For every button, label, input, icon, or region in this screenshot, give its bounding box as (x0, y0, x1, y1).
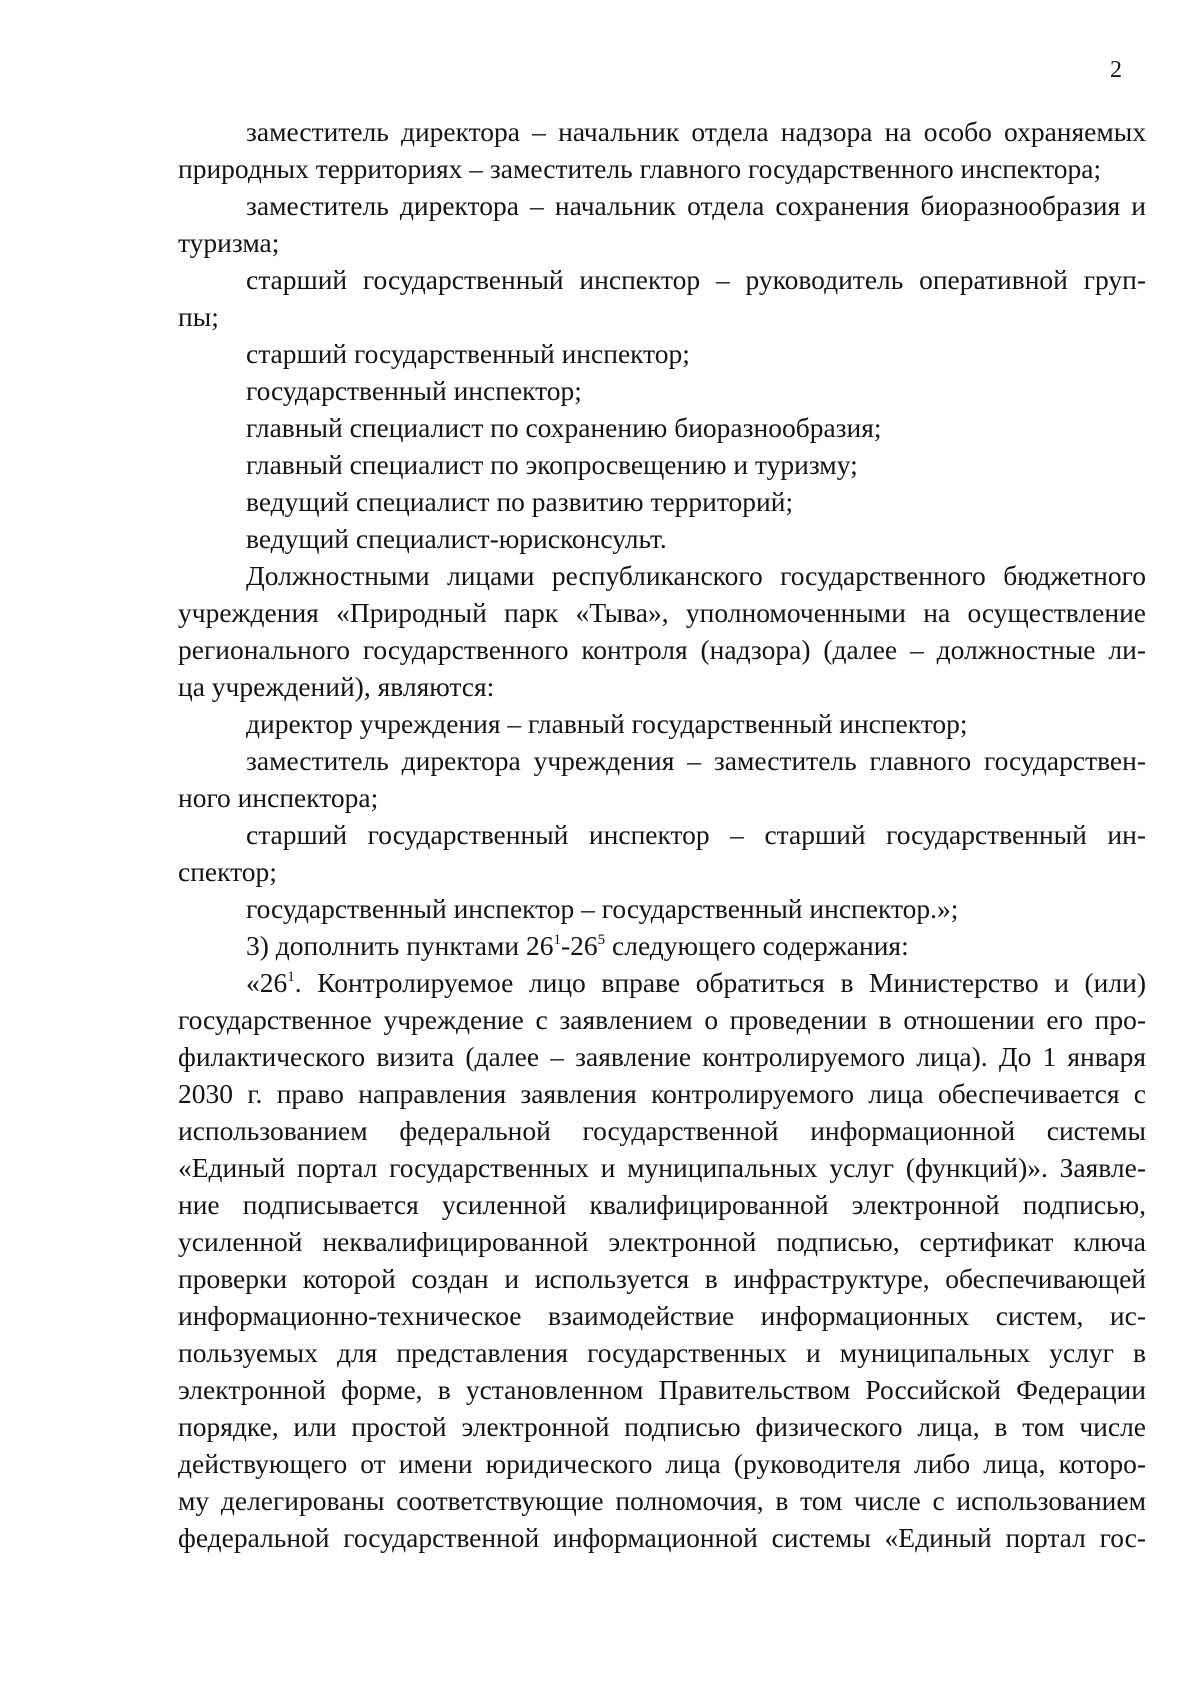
text-line: туризма; (178, 227, 280, 258)
item-3-text: -26 (560, 930, 598, 961)
text-line: ного инспектора; (178, 782, 379, 813)
text-line: главный специалист по экопросвещению и туризму; (246, 449, 858, 480)
text-line: регионального государственного контроля (надзора) (далее – должностные ли- (178, 634, 1146, 665)
text-line: действующего от имени юридического лица (руководителя либо лица, которо- (178, 1448, 1146, 1479)
text-line: проверки которой создан и используется в инфраструктуре, обеспечивающей (178, 1263, 1146, 1294)
text-line: «Единый портал государственных и муниципальных услуг (функций)». Заявле- (178, 1152, 1146, 1183)
text-line: учреждения «Природный парк «Тыва», уполномоченными на осуществление (178, 597, 1146, 628)
item-26-1-text: . Контролируемое лицо вправе обратиться в Министерство и (или) (294, 967, 1146, 998)
item-3-text: следующего содержания: (605, 930, 909, 961)
text-line: государственный инспектор – государственный инспектор.»; (246, 893, 959, 924)
document-body (178, 113, 1146, 1556)
text-line: директор учреждения – главный государственный инспектор; (246, 708, 968, 739)
text-line: усиленной неквалифицированной электронной подписью, сертификат ключа (178, 1226, 1146, 1257)
text-line: ние подписывается усиленной квалифицированной электронной подписью, (178, 1189, 1146, 1220)
item-3-line (178, 927, 1146, 964)
text-line: ца учреждений), являются: (178, 671, 495, 702)
text-line: главный специалист по сохранению биоразнообразия; (246, 412, 882, 443)
text-line: му делегированы соответствующие полномочия, в том числе с использованием (178, 1485, 1146, 1516)
text-line: заместитель директора учреждения – заместитель главного государствен- (246, 745, 1146, 776)
text-line: порядке, или простой электронной подписью физического лица, в том числе (178, 1411, 1146, 1442)
page-number: 2 (1110, 57, 1122, 83)
text-line: Должностными лицами республиканского государственного бюджетного (246, 560, 1146, 591)
text-line: природных территориях – заместитель главного государственного инспектора; (178, 153, 1102, 184)
item-26-1-line (178, 964, 1146, 1001)
superscript: 1 (553, 932, 561, 948)
text-line: спектор; (178, 856, 277, 887)
text-line: федеральной государственной информационной системы «Единый портал гос- (178, 1522, 1146, 1553)
text-line: государственный инспектор; (246, 375, 582, 406)
text-line: заместитель директора – начальник отдела надзора на особо охраняемых (246, 116, 1146, 147)
text-line: электронной форме, в установленном Правительством Российской Федерации (178, 1374, 1146, 1405)
text-line: заместитель директора – начальник отдела сохранения биоразнообразия и (246, 190, 1146, 221)
text-line: информационно-техническое взаимодействие информационных систем, ис- (178, 1300, 1146, 1331)
text-line: пы; (178, 301, 219, 332)
superscript: 1 (287, 969, 295, 985)
text-line: ведущий специалист-юрисконсульт. (246, 523, 667, 554)
text-line: ведущий специалист по развитию территорий; (246, 486, 794, 517)
text-line: старший государственный инспектор – руководитель оперативной груп- (246, 264, 1146, 295)
text-line: старший государственный инспектор; (246, 338, 690, 369)
text-line: 2030 г. право направления заявления контролируемого лица обеспечивается с (178, 1078, 1146, 1109)
text-line: государственное учреждение с заявлением о проведении в отношении его про- (178, 1004, 1146, 1035)
text-line: использованием федеральной государственной информационной системы (178, 1115, 1146, 1146)
text-line: пользуемых для представления государственных и муниципальных услуг в (178, 1337, 1146, 1368)
item-26-1-text: «26 (246, 967, 288, 998)
text-line: старший государственный инспектор – старший государственный ин- (246, 819, 1146, 850)
text-line: филактического визита (далее – заявление контролируемого лица). До 1 января (178, 1041, 1146, 1072)
item-3-text: 3) дополнить пунктами 26 (246, 930, 554, 961)
superscript: 5 (597, 932, 606, 948)
